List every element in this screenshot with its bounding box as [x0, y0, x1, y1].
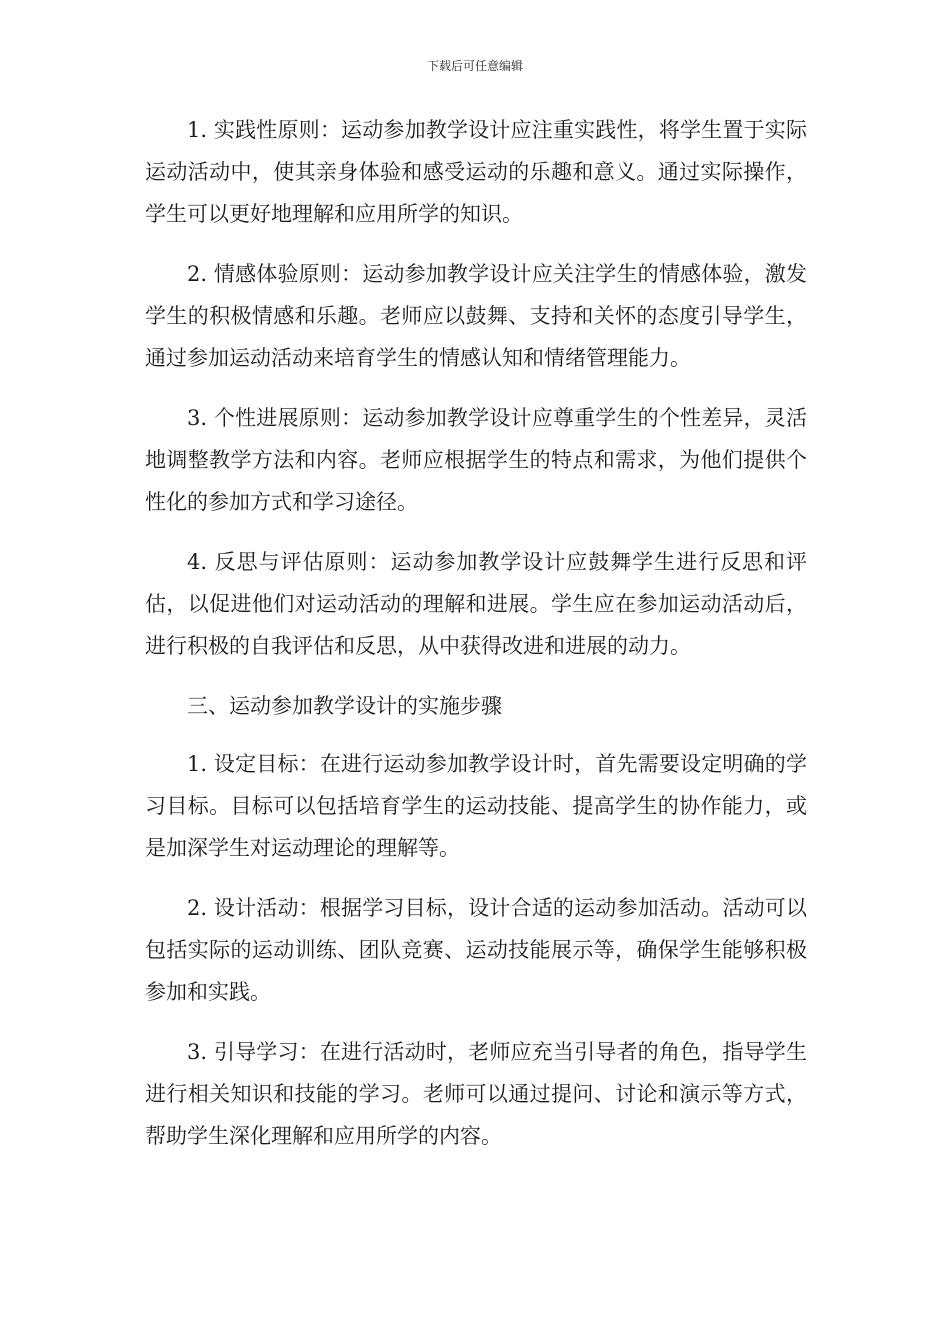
document-body	[145, 109, 807, 1175]
paragraph-principle-individuality: 3. 个性进展原则：运动参加教学设计应尊重学生的个性差异，灵活地调整教学方法和内容。老师应根据学生的特点和需求，为他们提供个性化的参加方式和学习途径。	[145, 406, 807, 514]
paragraph-step-guidance: 3. 引导学习：在进行活动时，老师应充当引导者的角色，指导学生进行相关知识和技能的学习。老师可以通过提问、讨论和演示等方式，帮助学生深化理解和应用所学的内容。	[145, 1040, 807, 1148]
paragraph-principle-practice: 1. 实践性原则：运动参加教学设计应注重实践性，将学生置于实际运动活动中，使其亲身体验和感受运动的乐趣和意义。通过实际操作，学生可以更好地理解和应用所学的知识。	[145, 118, 807, 226]
paragraph-principle-reflection: 4. 反思与评估原则：运动参加教学设计应鼓舞学生进行反思和评估，以促进他们对运动活动的理解和进展。学生应在参加运动活动后，进行积极的自我评估和反思，从中获得改进和进展的动力。	[145, 550, 807, 658]
paragraph-principle-emotion: 2. 情感体验原则：运动参加教学设计应关注学生的情感体验，激发学生的积极情感和乐趣。老师应以鼓舞、支持和关怀的态度引导学生，通过参加运动活动来培育学生的情感认知和情绪管理能力。	[145, 262, 807, 370]
page-header: 下载后可任意编辑	[426, 59, 523, 73]
paragraph-step-goals: 1. 设定目标：在进行运动参加教学设计时，首先需要设定明确的学习目标。目标可以包括培育学生的运动技能、提高学生的协作能力，或是加深学生对运动理论的理解等。	[145, 752, 807, 860]
section-heading: 三、运动参加教学设计的实施步骤	[187, 694, 502, 718]
paragraph-step-activities: 2. 设计活动：根据学习目标，设计合适的运动参加活动。活动可以包括实际的运动训练、团队竞赛、运动技能展示等，确保学生能够积极参加和实践。	[145, 896, 807, 1004]
